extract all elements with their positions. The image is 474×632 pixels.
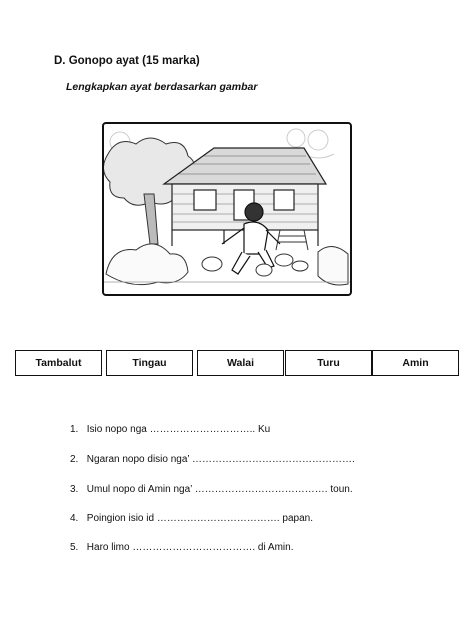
section-heading: D. Gonopo ayat (15 marka) [54,55,200,67]
question-text: Isio nopo nga ………………………….. Ku [86,424,271,435]
question-text: Ngaran nopo disio nga’ …………………………………………. [86,454,355,465]
question-item [70,424,270,435]
word-label: Walai [226,357,255,369]
word-box-2 [106,350,193,376]
word-label: Tingau [132,357,167,369]
question-number: 1. [70,424,79,435]
question-item [70,454,355,465]
question-text: Poingion isio id ………………………………. papan. [86,513,313,524]
question-text: Umul nopo di Amin nga’ …………………………………. toun. [86,484,353,495]
word-box-5 [372,350,459,376]
boy-with-chickens-house-illustration [104,124,350,294]
word-label: Turu [317,357,340,369]
question-number: 3. [70,484,79,495]
question-item [70,542,293,553]
word-box-4 [285,350,372,376]
question-text: Haro limo ………………………………. di Amin. [86,542,294,553]
question-number: 5. [70,542,79,553]
word-label: Amin [402,357,429,369]
question-item [70,484,353,495]
word-box-3 [197,350,284,376]
question-item [70,513,313,524]
section-instruction: Lengkapkan ayat berdasarkan gambar [66,81,258,93]
question-number: 2. [70,454,79,465]
question-number: 4. [70,513,79,524]
word-box-1 [15,350,102,376]
word-label: Tambalut [35,357,82,369]
illustration-frame [102,122,352,296]
